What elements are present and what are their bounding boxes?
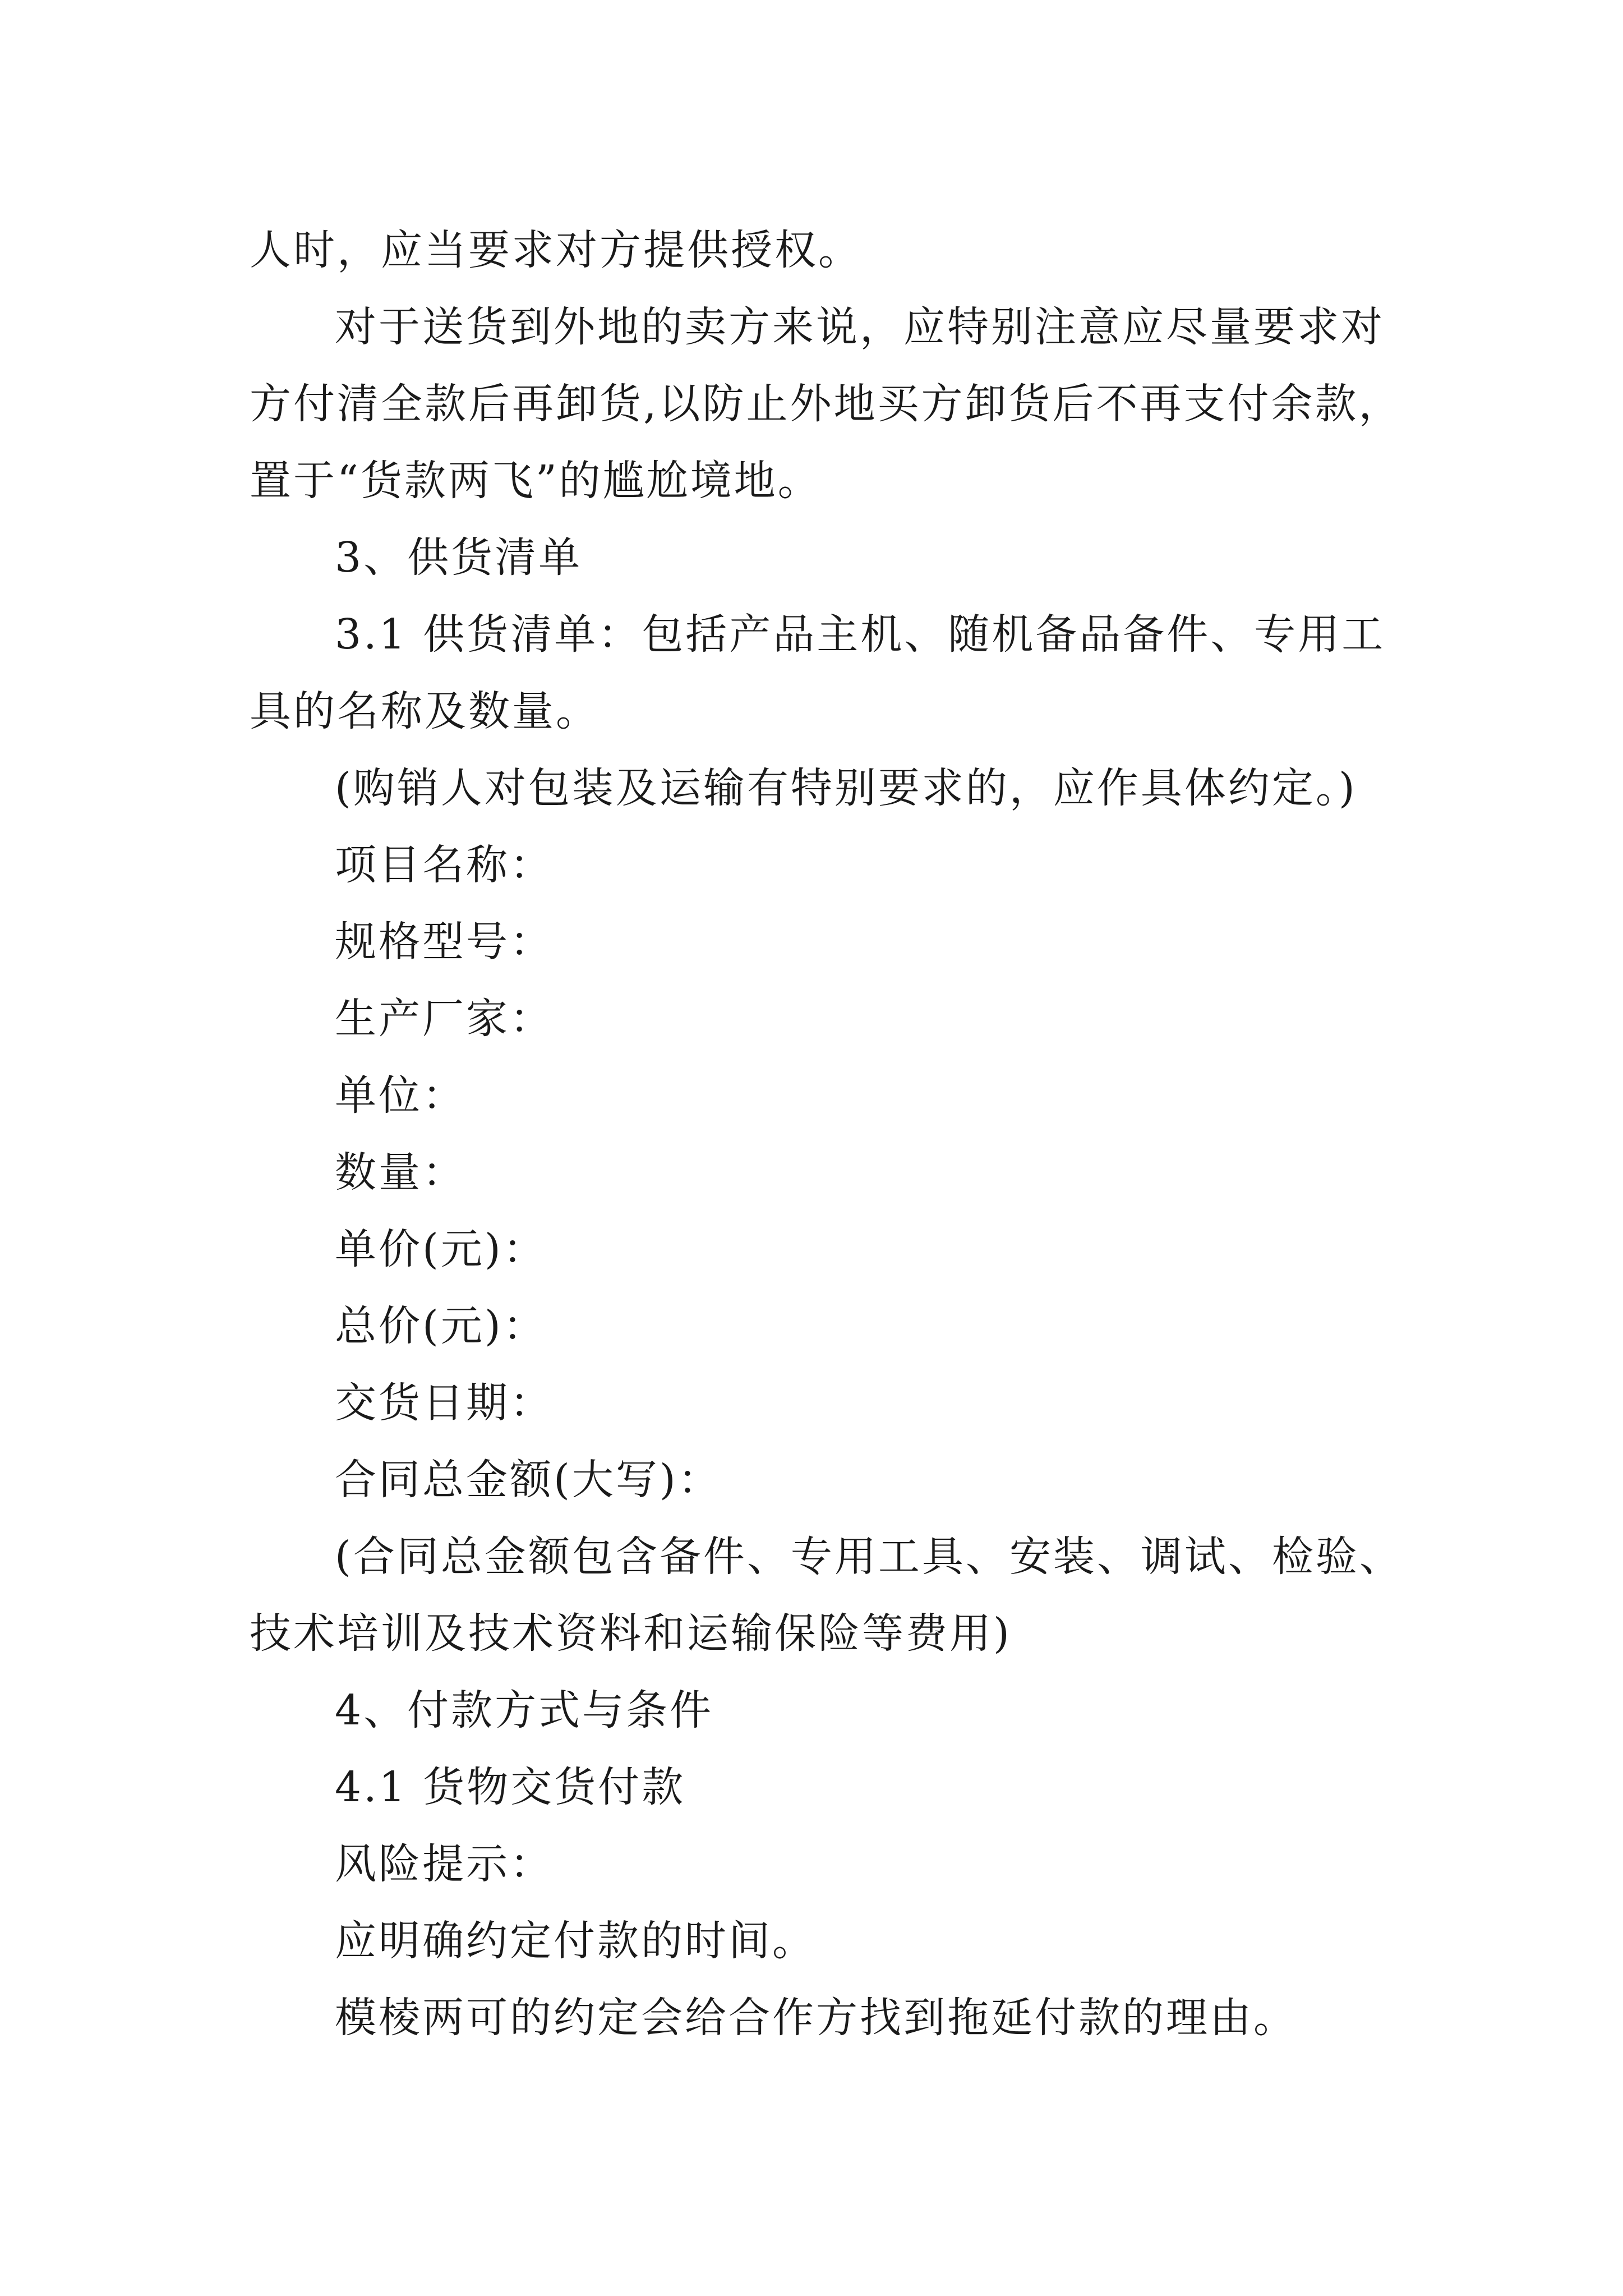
field-label-project-name: 项目名称：: [335, 841, 554, 889]
field-label-quantity: 数量：: [335, 1148, 466, 1197]
paragraph-line: (合同总金额包含备件、专用工具、安装、调试、检验、: [335, 1533, 1403, 1581]
field-label-unit: 单位：: [335, 1071, 466, 1120]
document-body: [250, 212, 1416, 2056]
paragraph-line: 技术培训及技术资料和运输保险等费用): [250, 1609, 1012, 1658]
paragraph-line: 应明确约定付款的时间。: [335, 1917, 816, 1965]
field-label-total-price: 总价(元)：: [335, 1302, 547, 1350]
field-label-spec-model: 规格型号：: [335, 918, 554, 966]
paragraph-line: 对于送货到外地的卖方来说，应特别注意应尽量要求对: [335, 303, 1385, 351]
subsection-heading-delivery-payment: 4.1 货物交货付款: [335, 1763, 686, 1811]
section-heading-payment: 4、付款方式与条件: [335, 1686, 714, 1734]
field-label-contract-total: 合同总金额(大写)：: [335, 1456, 722, 1504]
paragraph-line: (购销人对包装及运输有特别要求的，应作具体约定。): [335, 764, 1357, 812]
paragraph-line: 具的名称及数量。: [250, 687, 600, 735]
field-label-manufacturer: 生产厂家：: [335, 995, 554, 1043]
section-heading-supply-list: 3、供货清单: [335, 533, 583, 582]
field-label-delivery-date: 交货日期：: [335, 1379, 554, 1427]
paragraph-line: 模棱两可的约定会给合作方找到拖延付款的理由。: [335, 1994, 1297, 2042]
risk-tip-label: 风险提示：: [335, 1840, 554, 1888]
paragraph-line: 方付清全款后再卸货,以防止外地买方卸货后不再支付余款，: [250, 380, 1403, 428]
paragraph-line: 人时，应当要求对方提供授权。: [250, 226, 862, 274]
paragraph-line: 3.1 供货清单：包括产品主机、随机备品备件、专用工: [335, 610, 1386, 659]
field-label-unit-price: 单价(元)：: [335, 1225, 547, 1273]
paragraph-line: 置于“货款两飞”的尴尬境地。: [250, 457, 822, 505]
